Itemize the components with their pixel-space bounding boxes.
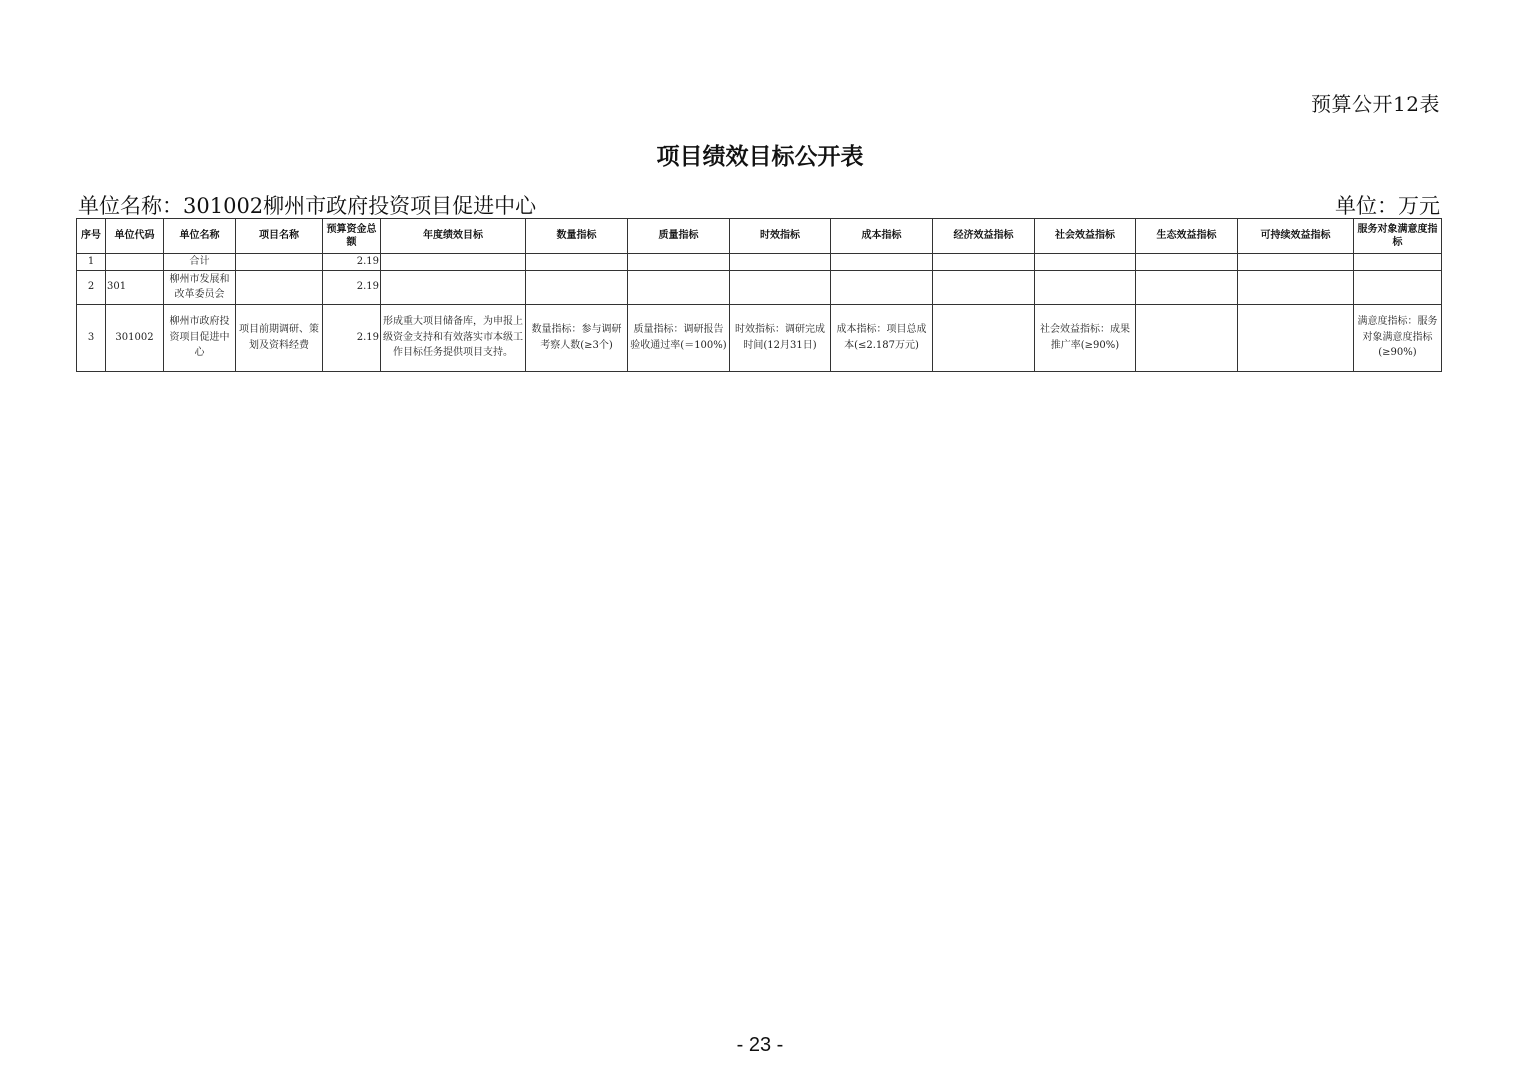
cell-cost: 成本指标：项目总成本(≤2.187万元) [831,304,933,371]
cell-social: 社会效益指标：成果推广率(≥90%) [1035,304,1136,371]
cell-economic [933,270,1035,304]
col-header-annual-goal: 年度绩效目标 [381,219,526,254]
cell-sustainable [1238,270,1354,304]
col-header-quantity: 数量指标 [526,219,628,254]
page-title: 项目绩效目标公开表 [656,144,864,170]
table-number: 预算公开12表 [1311,92,1440,116]
unit-name-label: 单位名称：301002柳州市政府投资项目促进中心 [78,194,537,218]
col-header-cost: 成本指标 [831,219,933,254]
cell-seq: 2 [77,270,106,304]
cell-seq: 3 [77,304,106,371]
col-header-code: 单位代码 [106,219,164,254]
table-row [77,254,1442,271]
table-row [77,270,1442,304]
cell-quantity: 数量指标：参与调研考察人数(≥3个) [526,304,628,371]
cell-social [1035,270,1136,304]
cell-timeliness: 时效指标：调研完成时间(12月31日) [730,304,831,371]
cell-amount: 2.19 [323,304,381,371]
cell-ecological [1136,254,1238,271]
cell-annual-goal [381,254,526,271]
cell-code: 301002 [106,304,164,371]
cell-amount: 2.19 [323,270,381,304]
col-header-quality: 质量指标 [628,219,730,254]
cell-quantity [526,254,628,271]
cell-project [236,254,323,271]
cell-timeliness [730,254,831,271]
cell-sustainable [1238,304,1354,371]
col-header-amount: 预算资金总额 [323,219,381,254]
cell-project: 项目前期调研、策划及资料经费 [236,304,323,371]
performance-table [76,218,1442,372]
col-header-unit: 单位名称 [164,219,236,254]
cell-project [236,270,323,304]
table-header-row [77,219,1442,254]
cell-timeliness [730,270,831,304]
cell-sustainable [1238,254,1354,271]
col-header-social: 社会效益指标 [1035,219,1136,254]
cell-cost [831,254,933,271]
cell-cost [831,270,933,304]
col-header-timeliness: 时效指标 [730,219,831,254]
cell-quality [628,254,730,271]
cell-quality [628,270,730,304]
col-header-economic: 经济效益指标 [933,219,1035,254]
cell-code: 301 [106,270,164,304]
currency-unit-label: 单位：万元 [1335,194,1440,218]
cell-code [106,254,164,271]
cell-quality: 质量指标：调研报告验收通过率(＝100%) [628,304,730,371]
col-header-ecological: 生态效益指标 [1136,219,1238,254]
cell-satisfaction [1354,270,1442,304]
col-header-sustainable: 可持续效益指标 [1238,219,1354,254]
table-row [77,304,1442,371]
col-header-satisfaction: 服务对象满意度指标 [1354,219,1442,254]
col-header-seq: 序号 [77,219,106,254]
cell-amount: 2.19 [323,254,381,271]
cell-unit: 柳州市政府投资项目促进中心 [164,304,236,371]
cell-satisfaction: 满意度指标：服务对象满意度指标(≥90%) [1354,304,1442,371]
cell-ecological [1136,270,1238,304]
cell-unit: 合计 [164,254,236,271]
page-number: - 23 - [736,1034,784,1056]
cell-economic [933,304,1035,371]
cell-economic [933,254,1035,271]
cell-satisfaction [1354,254,1442,271]
cell-quantity [526,270,628,304]
cell-annual-goal: 形成重大项目储备库，为申报上级资金支持和有效落实市本级工作目标任务提供项目支持。 [381,304,526,371]
cell-social [1035,254,1136,271]
cell-ecological [1136,304,1238,371]
cell-unit: 柳州市发展和改革委员会 [164,270,236,304]
cell-annual-goal [381,270,526,304]
cell-seq: 1 [77,254,106,271]
col-header-project: 项目名称 [236,219,323,254]
